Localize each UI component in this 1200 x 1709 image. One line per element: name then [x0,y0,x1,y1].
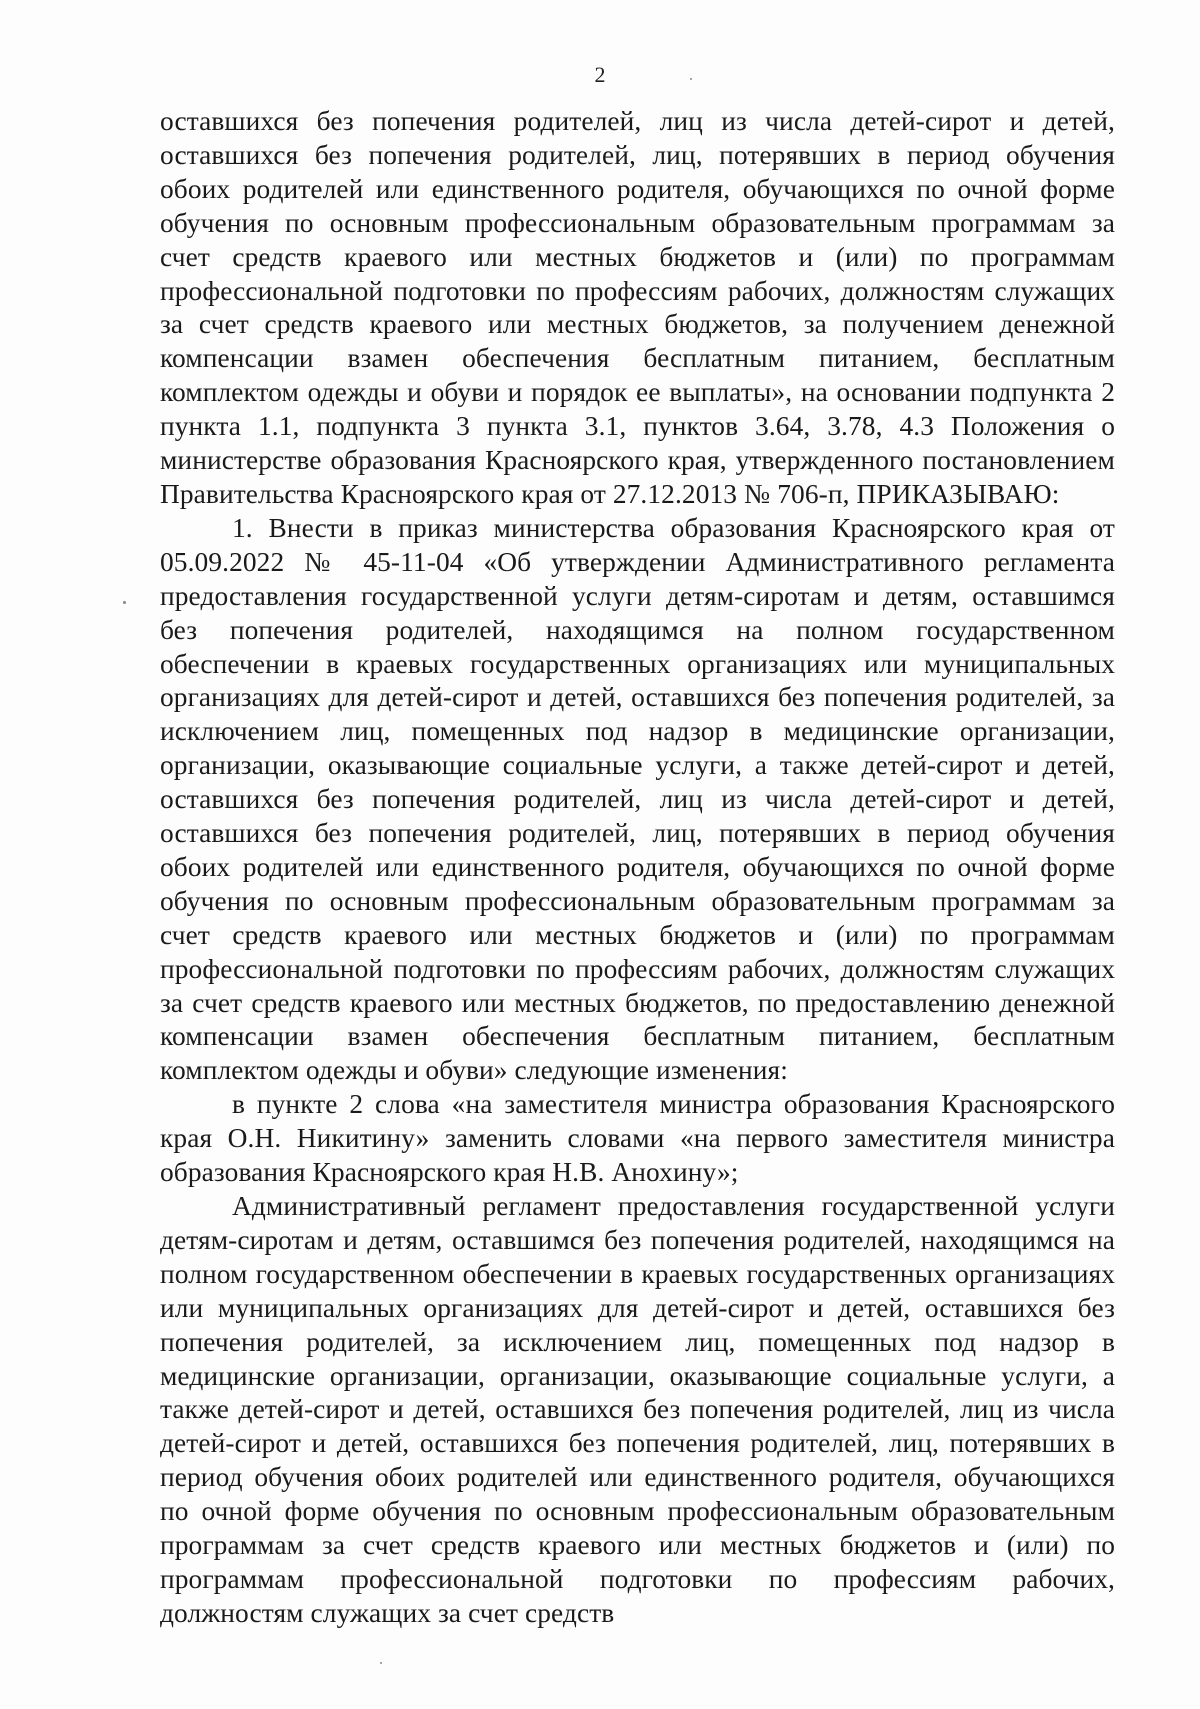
paragraph-administrative-regulation: Административный регламент предоставления государственной услуги детям-сиротам и детям, оставшимся без попечения родителей, находящимся на полном государственном обеспечении в краевых государственных организациях или муниципальных организациях для детей-сирот и детей, оставшихся без попечения родителей, за исключением лиц, помещенных под надзор в медицинские организации, организации, оказывающие социальные услуги, а также детей-сирот и детей, оставшихся без попечения родителей, лиц из числа детей-сирот и детей, оставшихся без попечения родителей, лиц, потерявших в период обучения обоих родителей или единственного родителя, обучающихся по очной форме обучения по основным профессиональным образовательным программам за счет средств краевого или местных бюджетов и (или) по программам профессиональной подготовки по профессиям рабочих, должностям служащих за счет средств [160,1191,1115,1628]
paragraph-amendment-point-2: в пункте 2 слова «на заместителя министра образования Красноярского края О.Н. Никитину» заменить словами «на первого заместителя министра образования Красноярского края Н.В. Анохину»; [160,1089,1115,1188]
paragraph-item-1: 1. Внести в приказ министерства образования Красноярского края от 05.09.2022 № 45-11-04 «Об утверждении Административного регламента предоставления государственной услуги детям-сиротам и детям, оставшимся без попечения родителей, находящимся на полном государственном обеспечении в краевых государственных организациях или муниципальных организациях для детей-сирот и детей, оставшихся без попечения родителей, за исключением лиц, помещенных под надзор в медицинские организации, организации, оказывающие социальные услуги, а также детей-сирот и детей, оставшихся без попечения родителей, лиц из числа детей-сирот и детей, оставшихся без попечения родителей, лиц, потерявших в период обучения обоих родителей или единственного родителя, обучающихся по очной форме обучения по основным профессиональным образовательным программам за счет средств краевого или местных бюджетов и (или) по программам профессиональной подготовки по профессиям рабочих, должностям служащих за счет средств краевого или местных бюджетов, по предоставлению денежной компенсации взамен обеспечения бесплатным питанием, бесплатным комплектом одежды и обуви» следующие изменения: [160,512,1115,1086]
document-body [160,105,1115,1631]
paragraph-continuation: оставшихся без попечения родителей, лиц из числа детей-сирот и детей, оставшихся без попечения родителей, лиц, потерявших в период обучения обоих родителей или единственного родителя, обучающихся по очной форме обучения по основным профессиональным образовательным программам за счет средств краевого или местных бюджетов и (или) по программам профессиональной подготовки по профессиям рабочих, должностям служащих за счет средств краевого или местных бюджетов, за получением денежной компенсации взамен обеспечения бесплатным питанием, бесплатным комплектом одежды и обуви и порядок ее выплаты», на основании подпункта 2 пункта 1.1, подпункта 3 пункта 3.1, пунктов 3.64, 3.78, 4.3 Положения о министерстве образования Красноярского края, утвержденного постановлением Правительства Красноярского края от 27.12.2013 № 706-п, ПРИКАЗЫВАЮ: [160,106,1115,509]
scan-speck [690,78,692,80]
scan-speck [380,1662,382,1664]
page-number: 2 [594,62,606,87]
scan-speck [123,601,126,604]
